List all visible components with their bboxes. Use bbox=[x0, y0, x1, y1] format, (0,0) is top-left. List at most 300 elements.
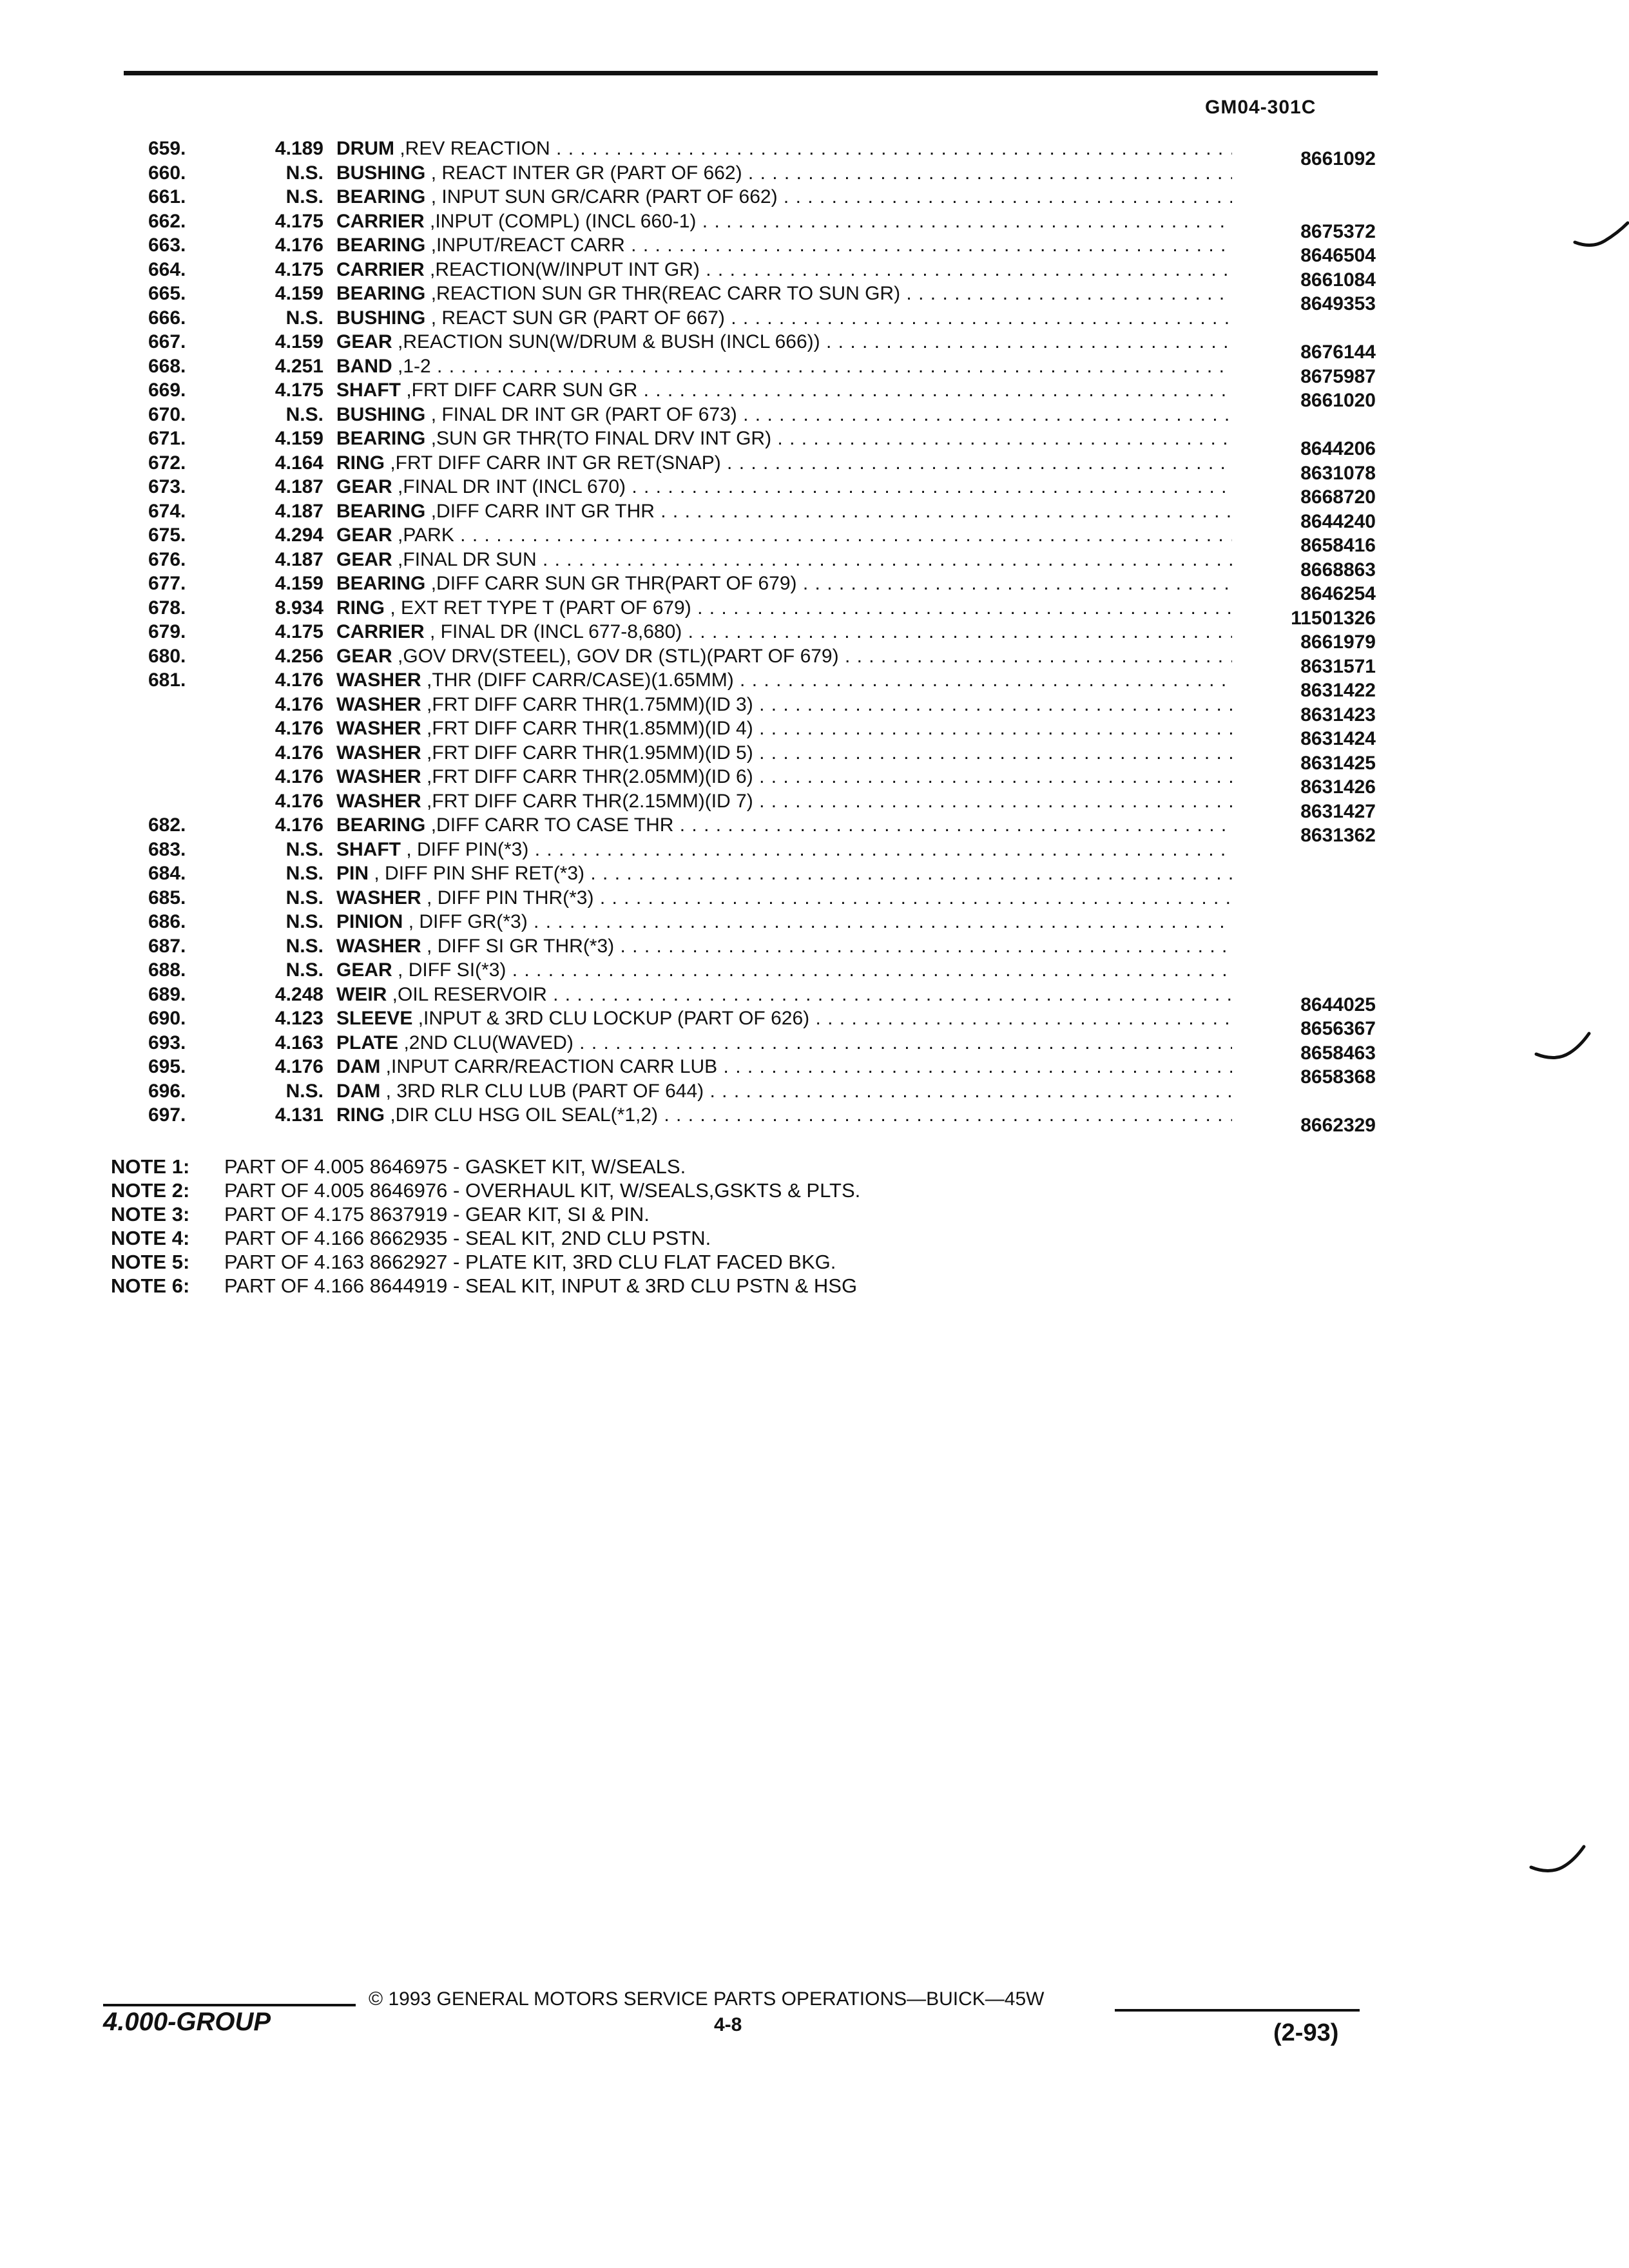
part-description bbox=[336, 1032, 1232, 1054]
dot-leader bbox=[626, 476, 1232, 497]
item-number: 686. bbox=[148, 911, 186, 932]
note-line bbox=[111, 1202, 860, 1226]
part-number: 8646254 bbox=[1300, 583, 1376, 604]
item-number: 668. bbox=[148, 355, 186, 377]
group-number: 4.294 bbox=[275, 524, 323, 546]
part-detail: ,FRT DIFF CARR THR(1.85MM)(ID 4) bbox=[427, 718, 753, 739]
dot-leader bbox=[797, 573, 1232, 594]
part-name: BEARING bbox=[336, 573, 426, 594]
note-line bbox=[111, 1155, 860, 1178]
part-name: DRUM bbox=[336, 138, 394, 159]
part-number: 8668720 bbox=[1300, 486, 1376, 508]
part-detail: ,INPUT & 3RD CLU LOCKUP (PART OF 626) bbox=[418, 1008, 810, 1029]
part-row bbox=[0, 1008, 1629, 1039]
part-row bbox=[0, 476, 1629, 508]
part-row bbox=[0, 500, 1629, 532]
part-row bbox=[0, 887, 1629, 912]
part-name: WASHER bbox=[336, 887, 421, 908]
page-number: 4-8 bbox=[714, 2014, 742, 2035]
part-name: PINION bbox=[336, 911, 403, 932]
part-row bbox=[0, 669, 1629, 701]
part-detail: ,INPUT CARR/REACTION CARR LUB bbox=[385, 1056, 718, 1077]
item-number: 680. bbox=[148, 645, 186, 667]
part-row bbox=[0, 1032, 1629, 1064]
item-number: 673. bbox=[148, 476, 186, 497]
part-row bbox=[0, 936, 1629, 960]
part-description bbox=[336, 501, 1232, 523]
part-row bbox=[0, 548, 1629, 581]
part-description bbox=[336, 694, 1232, 716]
part-detail: , REACT SUN GR (PART OF 667) bbox=[430, 307, 725, 329]
note-text: PART OF 4.175 8637919 - GEAR KIT, SI & PIN. bbox=[224, 1203, 650, 1225]
part-description bbox=[336, 718, 1232, 740]
part-name: PIN bbox=[336, 863, 369, 884]
part-number: 8631078 bbox=[1300, 462, 1376, 484]
part-row bbox=[0, 1081, 1629, 1105]
part-description bbox=[336, 186, 1232, 208]
dot-leader bbox=[721, 452, 1232, 474]
part-detail: , DIFF GR(*3) bbox=[408, 911, 528, 932]
part-detail: ,REV REACTION bbox=[400, 138, 550, 159]
item-number: 675. bbox=[148, 524, 186, 546]
part-row bbox=[0, 331, 1629, 363]
part-row bbox=[0, 380, 1629, 411]
dot-leader bbox=[584, 863, 1232, 884]
part-detail: ,DIFF CARR TO CASE THR bbox=[430, 814, 674, 836]
part-name: GEAR bbox=[336, 524, 392, 546]
part-detail: , DIFF PIN THR(*3) bbox=[427, 887, 594, 908]
group-number: 4.176 bbox=[275, 766, 323, 787]
note-label: NOTE 5: bbox=[111, 1251, 190, 1273]
note-line bbox=[111, 1250, 860, 1274]
part-name: RING bbox=[336, 597, 385, 619]
part-detail: , DIFF PIN(*3) bbox=[406, 838, 529, 860]
part-detail: ,1-2 bbox=[398, 355, 431, 377]
dot-leader bbox=[778, 186, 1232, 207]
part-name: BEARING bbox=[336, 814, 426, 836]
dot-leader bbox=[550, 138, 1232, 159]
part-description bbox=[336, 162, 1232, 184]
part-detail: , FINAL DR (INCL 677-8,680) bbox=[430, 621, 682, 642]
note-text: PART OF 4.166 8662935 - SEAL KIT, 2ND CLU PSTN. bbox=[224, 1227, 711, 1249]
part-number: 8631422 bbox=[1300, 680, 1376, 701]
item-number: 682. bbox=[148, 814, 186, 836]
dot-leader bbox=[717, 1056, 1232, 1077]
part-detail: ,OIL RESERVOIR bbox=[392, 983, 547, 1005]
part-description bbox=[336, 1104, 1232, 1126]
part-detail: ,PARK bbox=[398, 524, 454, 546]
item-number: 685. bbox=[148, 887, 186, 908]
part-row bbox=[0, 404, 1629, 428]
part-name: SHAFT bbox=[336, 838, 401, 860]
item-number: 664. bbox=[148, 258, 186, 280]
part-row bbox=[0, 162, 1629, 187]
part-description bbox=[336, 863, 1232, 885]
dot-leader bbox=[771, 428, 1232, 449]
part-name: SHAFT bbox=[336, 380, 401, 401]
part-name: BAND bbox=[336, 355, 392, 377]
part-detail: ,REACTION(W/INPUT INT GR) bbox=[430, 258, 700, 280]
part-number: 8631423 bbox=[1300, 704, 1376, 726]
group-number: N.S. bbox=[285, 911, 323, 932]
dot-leader bbox=[682, 621, 1232, 642]
check-mark-icon bbox=[1534, 1031, 1592, 1063]
part-number: 8631424 bbox=[1300, 728, 1376, 749]
dot-leader bbox=[673, 814, 1232, 836]
dot-leader bbox=[431, 356, 1232, 377]
dot-leader bbox=[658, 1104, 1232, 1126]
part-detail: ,FRT DIFF CARR THR(2.05MM)(ID 6) bbox=[427, 766, 753, 787]
group-number: 4.164 bbox=[275, 452, 323, 474]
item-number: 667. bbox=[148, 331, 186, 352]
part-detail: ,SUN GR THR(TO FINAL DRV INT GR) bbox=[430, 428, 772, 449]
footer-date: (2-93) bbox=[1273, 2019, 1339, 2046]
part-number: 8646504 bbox=[1300, 245, 1376, 266]
group-number: 4.176 bbox=[275, 742, 323, 764]
part-description bbox=[336, 549, 1232, 571]
part-number: 8668863 bbox=[1300, 559, 1376, 581]
part-number: 8661084 bbox=[1300, 269, 1376, 291]
item-number: 695. bbox=[148, 1056, 186, 1077]
part-description bbox=[336, 331, 1232, 353]
group-number: 4.187 bbox=[275, 500, 323, 522]
part-detail: ,FINAL DR INT (INCL 670) bbox=[398, 476, 626, 497]
item-number: 661. bbox=[148, 186, 186, 207]
note-label: NOTE 2: bbox=[111, 1179, 190, 1202]
part-description bbox=[336, 404, 1232, 426]
note-label: NOTE 3: bbox=[111, 1203, 190, 1225]
part-row bbox=[0, 1056, 1629, 1088]
dot-leader bbox=[753, 791, 1232, 812]
part-name: BEARING bbox=[336, 500, 426, 522]
item-number: 678. bbox=[148, 597, 186, 619]
part-detail: , EXT RET TYPE T (PART OF 679) bbox=[390, 597, 691, 619]
group-number: N.S. bbox=[285, 162, 323, 184]
part-number: 8661092 bbox=[1300, 148, 1376, 169]
dot-leader bbox=[734, 669, 1232, 691]
footer-group-label: 4.000-GROUP bbox=[103, 2008, 271, 2036]
item-number: 696. bbox=[148, 1080, 186, 1102]
dot-leader bbox=[547, 984, 1232, 1005]
item-number: 690. bbox=[148, 1008, 186, 1029]
part-name: WEIR bbox=[336, 983, 387, 1005]
part-description bbox=[336, 646, 1232, 668]
note-label: NOTE 4: bbox=[111, 1227, 190, 1249]
dot-leader bbox=[839, 646, 1232, 667]
dot-leader bbox=[725, 307, 1232, 329]
part-name: BEARING bbox=[336, 283, 426, 304]
group-number: N.S. bbox=[285, 959, 323, 981]
part-row bbox=[0, 452, 1629, 484]
part-number: 8658416 bbox=[1300, 535, 1376, 556]
part-description bbox=[336, 597, 1232, 619]
part-row bbox=[0, 718, 1629, 749]
part-detail: ,DIFF CARR SUN GR THR(PART OF 679) bbox=[430, 573, 797, 594]
part-name: GEAR bbox=[336, 331, 392, 352]
part-description bbox=[336, 766, 1232, 788]
item-number: 663. bbox=[148, 235, 186, 256]
part-row bbox=[0, 814, 1629, 846]
group-number: 4.175 bbox=[275, 258, 323, 280]
part-description bbox=[336, 307, 1232, 329]
group-number: 4.187 bbox=[275, 548, 323, 570]
part-description bbox=[336, 791, 1232, 812]
part-description bbox=[336, 259, 1232, 281]
part-row bbox=[0, 428, 1629, 459]
part-number: 8631571 bbox=[1300, 655, 1376, 677]
document-code: GM04-301C bbox=[1205, 97, 1316, 118]
note-label: NOTE 1: bbox=[111, 1155, 190, 1178]
part-number: 8675372 bbox=[1300, 220, 1376, 242]
part-row bbox=[0, 307, 1629, 332]
part-number: 8644206 bbox=[1300, 438, 1376, 459]
part-detail: ,REACTION SUN GR THR(REAC CARR TO SUN GR) bbox=[430, 283, 901, 304]
part-description bbox=[336, 742, 1232, 764]
dot-leader bbox=[528, 839, 1232, 860]
part-name: DAM bbox=[336, 1080, 381, 1102]
note-line bbox=[111, 1226, 860, 1250]
part-description bbox=[336, 138, 1232, 160]
group-number: 8.934 bbox=[275, 597, 323, 619]
group-number: 4.176 bbox=[275, 814, 323, 836]
dot-leader bbox=[691, 597, 1232, 619]
part-number: 8656367 bbox=[1300, 1018, 1376, 1039]
parts-list bbox=[0, 138, 1629, 1136]
part-number: 8631427 bbox=[1300, 800, 1376, 822]
top-rule bbox=[124, 71, 1378, 75]
part-detail: ,FRT DIFF CARR INT GR RET(SNAP) bbox=[390, 452, 721, 474]
part-detail: ,FRT DIFF CARR THR(2.15MM)(ID 7) bbox=[427, 790, 753, 812]
note-text: PART OF 4.166 8644919 - SEAL KIT, INPUT & 3RD CLU PSTN & HSG bbox=[224, 1274, 858, 1297]
part-description bbox=[336, 959, 1232, 981]
item-number: 659. bbox=[148, 138, 186, 159]
item-number: 684. bbox=[148, 863, 186, 884]
part-detail: , DIFF SI GR THR(*3) bbox=[427, 935, 615, 957]
dot-leader bbox=[528, 911, 1232, 932]
part-name: WASHER bbox=[336, 742, 421, 764]
note-label: NOTE 6: bbox=[111, 1274, 190, 1297]
part-number: 8644025 bbox=[1300, 994, 1376, 1015]
part-name: GEAR bbox=[336, 959, 392, 981]
part-row bbox=[0, 1104, 1629, 1136]
part-description bbox=[336, 283, 1232, 305]
group-number: 4.123 bbox=[275, 1008, 323, 1029]
note-text: PART OF 4.005 8646975 - GASKET KIT, W/SEALS. bbox=[224, 1155, 686, 1178]
part-number: 11501326 bbox=[1291, 607, 1376, 629]
part-detail: ,FINAL DR SUN bbox=[398, 548, 537, 570]
part-row bbox=[0, 235, 1629, 266]
group-number: 4.163 bbox=[275, 1032, 323, 1053]
part-detail: ,FRT DIFF CARR THR(1.75MM)(ID 3) bbox=[427, 693, 753, 715]
footer-rule bbox=[103, 2004, 356, 2006]
part-name: BEARING bbox=[336, 186, 426, 207]
part-row bbox=[0, 210, 1629, 242]
dot-leader bbox=[700, 259, 1232, 280]
group-number: N.S. bbox=[285, 1080, 323, 1102]
part-name: PLATE bbox=[336, 1032, 399, 1053]
dot-leader bbox=[753, 766, 1232, 787]
dot-leader bbox=[820, 331, 1232, 352]
part-row bbox=[0, 283, 1629, 314]
part-row bbox=[0, 693, 1629, 726]
dot-leader bbox=[574, 1032, 1232, 1053]
part-detail: , FINAL DR INT GR (PART OF 673) bbox=[430, 403, 737, 425]
group-number: 4.175 bbox=[275, 210, 323, 232]
dot-leader bbox=[753, 694, 1232, 715]
dot-leader bbox=[506, 959, 1232, 981]
dot-leader bbox=[696, 211, 1232, 232]
part-description bbox=[336, 573, 1232, 595]
part-detail: ,DIFF CARR INT GR THR bbox=[430, 500, 655, 522]
part-description bbox=[336, 814, 1232, 836]
dot-leader bbox=[454, 524, 1232, 546]
part-number: 8676144 bbox=[1300, 341, 1376, 363]
part-row bbox=[0, 573, 1629, 604]
part-name: DAM bbox=[336, 1056, 381, 1077]
part-row bbox=[0, 742, 1629, 774]
part-name: WASHER bbox=[336, 718, 421, 739]
part-detail: , REACT INTER GR (PART OF 662) bbox=[430, 162, 742, 184]
part-description bbox=[336, 428, 1232, 450]
part-description bbox=[336, 621, 1232, 643]
item-number: 689. bbox=[148, 983, 186, 1005]
group-number: 4.175 bbox=[275, 621, 323, 642]
item-number: 677. bbox=[148, 573, 186, 594]
part-row bbox=[0, 258, 1629, 291]
part-detail: ,INPUT (COMPL) (INCL 660-1) bbox=[430, 210, 697, 232]
part-row bbox=[0, 355, 1629, 387]
group-number: 4.176 bbox=[275, 1056, 323, 1077]
part-name: BEARING bbox=[336, 428, 426, 449]
part-detail: , INPUT SUN GR/CARR (PART OF 662) bbox=[430, 186, 778, 207]
part-description bbox=[336, 452, 1232, 474]
item-number: 669. bbox=[148, 380, 186, 401]
part-name: CARRIER bbox=[336, 258, 425, 280]
group-number: 4.131 bbox=[275, 1104, 323, 1126]
part-row bbox=[0, 790, 1629, 822]
part-name: WASHER bbox=[336, 669, 421, 691]
group-number: N.S. bbox=[285, 403, 323, 425]
part-number: 8649353 bbox=[1300, 293, 1376, 314]
item-number: 660. bbox=[148, 162, 186, 184]
dot-leader bbox=[655, 501, 1232, 522]
group-number: 4.159 bbox=[275, 283, 323, 304]
part-description bbox=[336, 911, 1232, 933]
group-number: 4.187 bbox=[275, 476, 323, 497]
part-name: WASHER bbox=[336, 766, 421, 787]
part-name: GEAR bbox=[336, 548, 392, 570]
part-row bbox=[0, 524, 1629, 556]
group-number: 4.176 bbox=[275, 693, 323, 715]
item-number: 676. bbox=[148, 548, 186, 570]
part-number: 8661020 bbox=[1300, 390, 1376, 411]
part-description bbox=[336, 669, 1232, 691]
group-number: N.S. bbox=[285, 935, 323, 957]
dot-leader bbox=[614, 936, 1232, 957]
part-detail: ,GOV DRV(STEEL), GOV DR (STL)(PART OF 679) bbox=[398, 645, 839, 667]
part-description bbox=[336, 476, 1232, 498]
part-description bbox=[336, 524, 1232, 546]
part-description bbox=[336, 235, 1232, 256]
part-detail: ,FRT DIFF CARR THR(1.95MM)(ID 5) bbox=[427, 742, 753, 764]
group-number: 4.248 bbox=[275, 983, 323, 1005]
group-number: N.S. bbox=[285, 307, 323, 329]
group-number: N.S. bbox=[285, 186, 323, 207]
part-detail: , 3RD RLR CLU LUB (PART OF 644) bbox=[385, 1080, 704, 1102]
part-detail: ,THR (DIFF CARR/CASE)(1.65MM) bbox=[427, 669, 734, 691]
part-name: RING bbox=[336, 1104, 385, 1126]
part-name: CARRIER bbox=[336, 621, 425, 642]
group-number: 4.251 bbox=[275, 355, 323, 377]
dot-leader bbox=[900, 283, 1232, 304]
part-name: BUSHING bbox=[336, 307, 426, 329]
part-row bbox=[0, 766, 1629, 798]
group-number: 4.175 bbox=[275, 380, 323, 401]
part-number: 8658463 bbox=[1300, 1042, 1376, 1064]
group-number: N.S. bbox=[285, 838, 323, 860]
part-detail: , DIFF SI(*3) bbox=[398, 959, 506, 981]
item-number: 670. bbox=[148, 403, 186, 425]
item-number: 681. bbox=[148, 669, 186, 691]
group-number: 4.189 bbox=[275, 138, 323, 159]
dot-leader bbox=[593, 887, 1232, 908]
part-name: SLEEVE bbox=[336, 1008, 413, 1029]
part-row bbox=[0, 138, 1629, 169]
group-number: N.S. bbox=[285, 863, 323, 884]
item-number: 671. bbox=[148, 428, 186, 449]
dot-leader bbox=[537, 549, 1232, 570]
group-number: 4.256 bbox=[275, 645, 323, 667]
part-description bbox=[336, 887, 1232, 909]
part-row bbox=[0, 959, 1629, 984]
part-number: 8658368 bbox=[1300, 1066, 1376, 1088]
part-detail: , DIFF PIN SHF RET(*3) bbox=[374, 863, 585, 884]
item-number: 697. bbox=[148, 1104, 186, 1126]
part-name: BUSHING bbox=[336, 403, 426, 425]
group-number: 4.159 bbox=[275, 428, 323, 449]
part-number: 8644240 bbox=[1300, 510, 1376, 532]
dot-leader bbox=[742, 162, 1232, 184]
item-number: 687. bbox=[148, 935, 186, 957]
group-number: 4.176 bbox=[275, 718, 323, 739]
part-name: BUSHING bbox=[336, 162, 426, 184]
note-line bbox=[111, 1274, 860, 1298]
item-number: 688. bbox=[148, 959, 186, 981]
part-name: WASHER bbox=[336, 935, 421, 957]
part-number: 8631362 bbox=[1300, 825, 1376, 846]
part-number: 8675987 bbox=[1300, 365, 1376, 387]
item-number: 679. bbox=[148, 621, 186, 642]
dot-leader bbox=[753, 742, 1232, 764]
note-text: PART OF 4.163 8662927 - PLATE KIT, 3RD CLU FLAT FACED BKG. bbox=[224, 1251, 836, 1273]
part-row bbox=[0, 911, 1629, 936]
dot-leader bbox=[625, 235, 1232, 256]
part-description bbox=[336, 211, 1232, 233]
check-mark-icon bbox=[1528, 1844, 1586, 1876]
item-number: 683. bbox=[148, 838, 186, 860]
part-row bbox=[0, 186, 1629, 211]
part-row bbox=[0, 621, 1629, 653]
dot-leader bbox=[809, 1008, 1232, 1029]
part-detail: ,DIR CLU HSG OIL SEAL(*1,2) bbox=[390, 1104, 659, 1126]
part-name: GEAR bbox=[336, 476, 392, 497]
part-row bbox=[0, 863, 1629, 887]
part-name: BEARING bbox=[336, 235, 426, 256]
part-description bbox=[336, 356, 1232, 378]
item-number: 672. bbox=[148, 452, 186, 474]
part-number: 8631426 bbox=[1300, 776, 1376, 798]
item-number: 693. bbox=[148, 1032, 186, 1053]
